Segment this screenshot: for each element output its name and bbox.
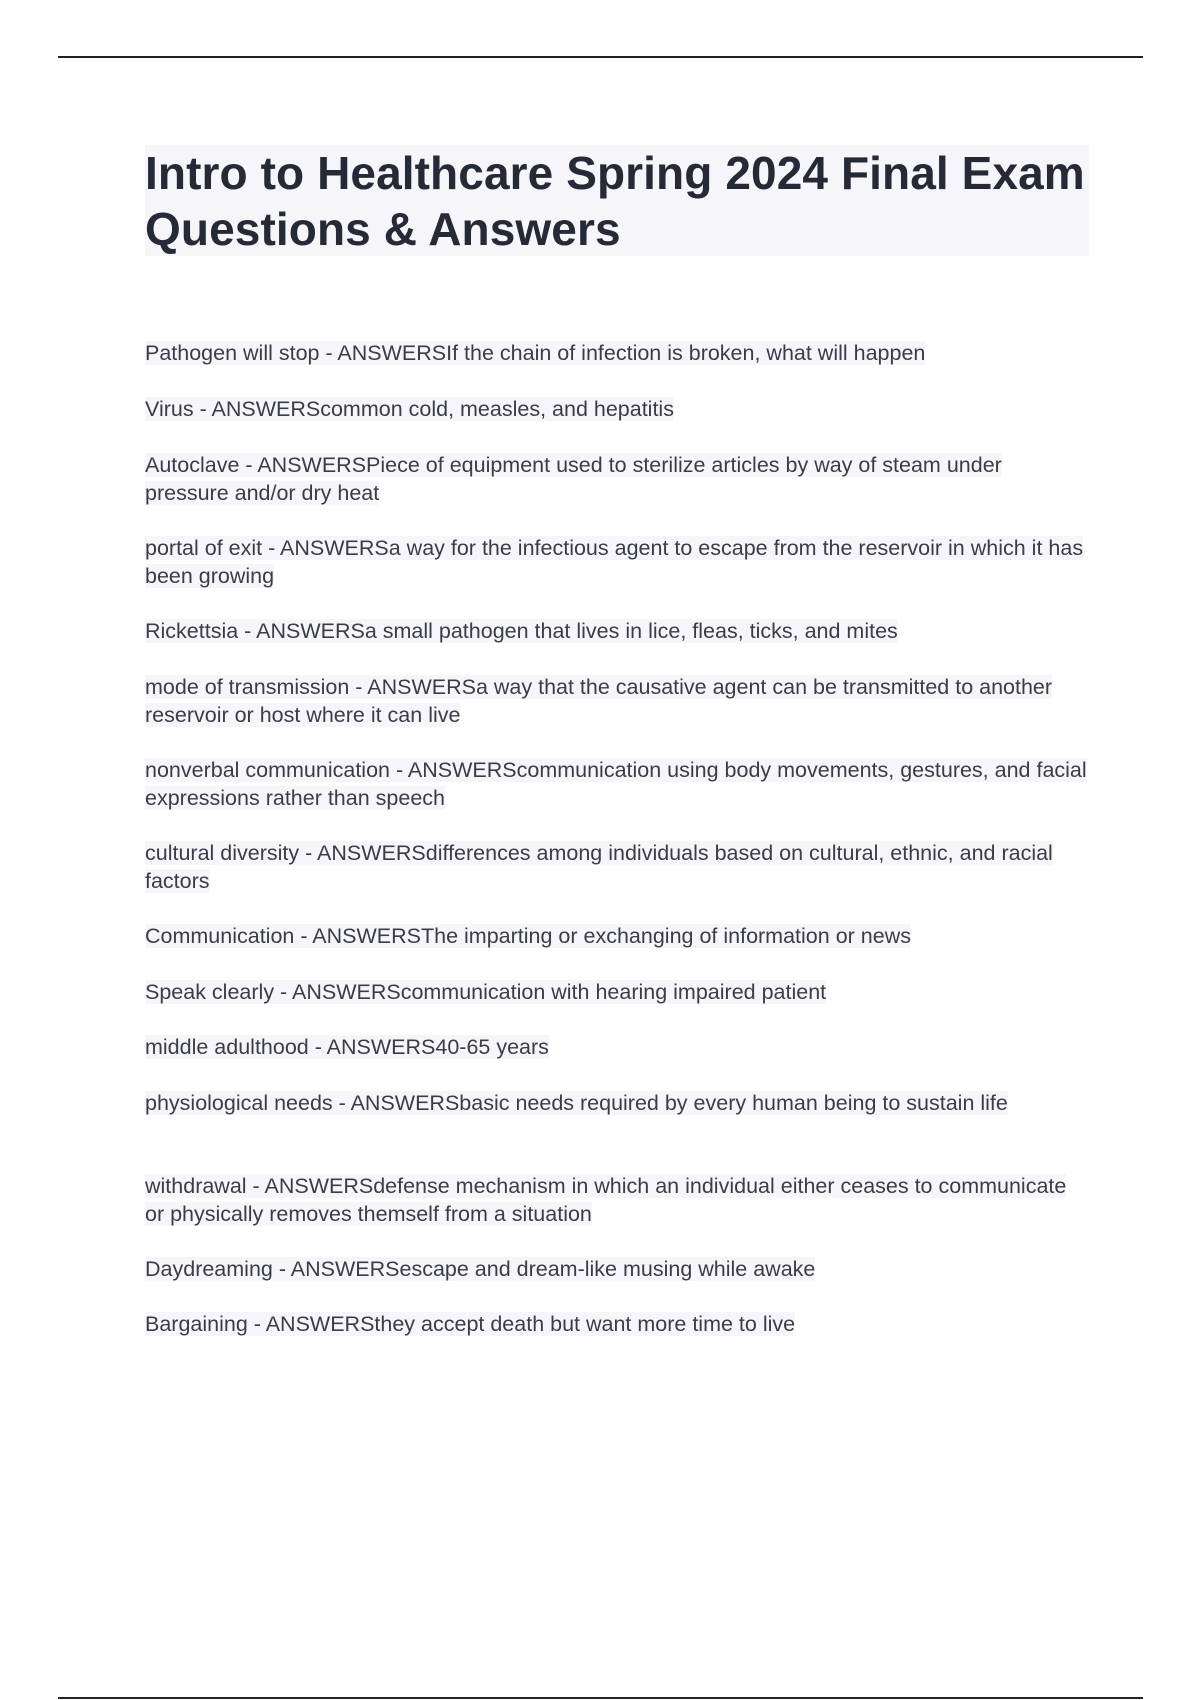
qa-item: Bargaining - ANSWERSthey accept death but want more time to live: [145, 1312, 796, 1336]
qa-item: Virus - ANSWERScommon cold, measles, and hepatitis: [145, 397, 674, 421]
qa-item: Rickettsia - ANSWERSa small pathogen that lives in lice, fleas, ticks, and mites: [145, 619, 898, 643]
qa-item: Speak clearly - ANSWERScommunication with hearing impaired patient: [145, 980, 827, 1004]
document-title: Intro to Healthcare Spring 2024 Final Exam Questions & Answers: [145, 147, 1085, 255]
qa-item: middle adulthood - ANSWERS40-65 years: [145, 1035, 549, 1059]
top-rule: [58, 56, 1143, 58]
bottom-rule: [58, 1697, 1143, 1699]
qa-item: Pathogen will stop - ANSWERSIf the chain of infection is broken, what will happen: [145, 341, 926, 365]
qa-item: nonverbal communication - ANSWERScommunication using body movements, gestures, and facial expressions rather than speech: [145, 758, 1087, 810]
qa-item: physiological needs - ANSWERSbasic needs required by every human being to sustain life: [145, 1091, 1008, 1115]
qa-item: Communication - ANSWERSThe imparting or exchanging of information or news: [145, 924, 911, 948]
title-block: [145, 145, 1089, 256]
qa-item: cultural diversity - ANSWERSdifferences among individuals based on cultural, ethnic, and racial factors: [145, 841, 1053, 893]
qa-item: withdrawal - ANSWERSdefense mechanism in which an individual either ceases to communicate or physically removes themself from a situation: [145, 1174, 1067, 1226]
qa-item: portal of exit - ANSWERSa way for the infectious agent to escape from the reservoir in which it has been growing: [145, 536, 1084, 588]
qa-item: mode of transmission - ANSWERSa way that the causative agent can be transmitted to another reservoir or host where it can live: [145, 675, 1053, 727]
qa-item: Autoclave - ANSWERSPiece of equipment used to sterilize articles by way of steam under pressure and/or dry heat: [145, 453, 1002, 505]
qa-item: Daydreaming - ANSWERSescape and dream-like musing while awake: [145, 1257, 816, 1281]
